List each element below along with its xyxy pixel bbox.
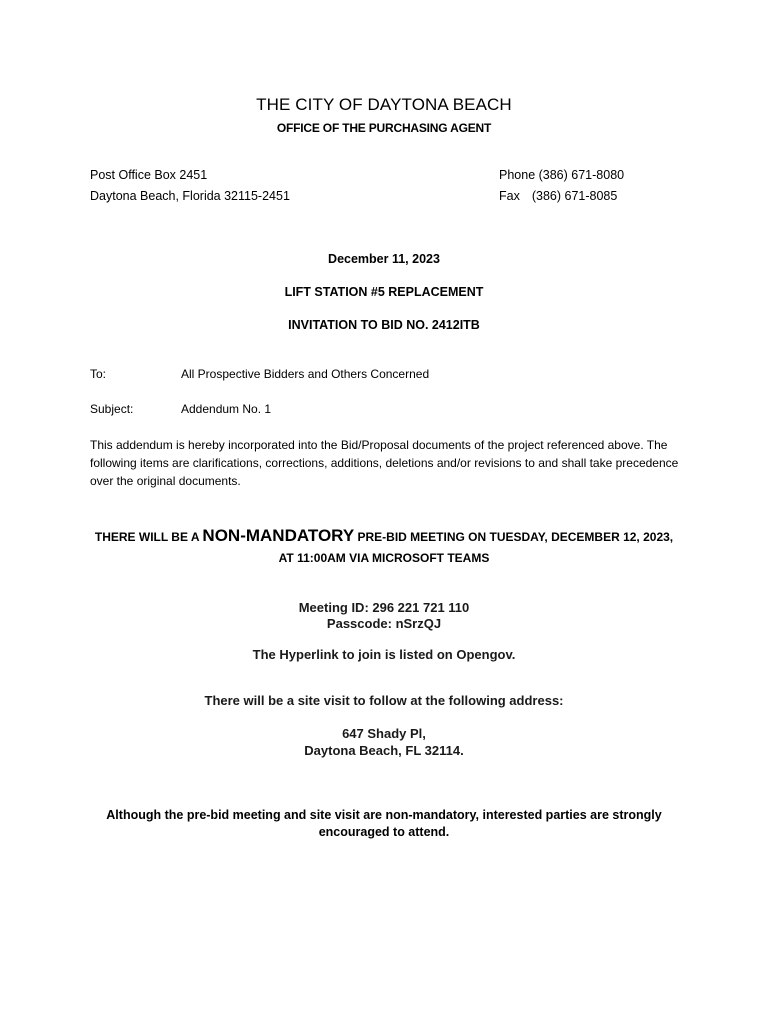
bid-number: INVITATION TO BID NO. 2412ITB: [288, 318, 480, 332]
address-line-1: Post Office Box 2451: [90, 168, 208, 182]
meeting-passcode: Passcode: nSrzQJ: [326, 616, 442, 631]
subject-label: Subject:: [90, 402, 134, 416]
fax-number: [499, 189, 617, 203]
document-date: December 11, 2023: [328, 252, 440, 266]
closing-paragraph: Although the pre-bid meeting and site visit are non-mandatory, interested parties are strongly encouraged to attend.: [106, 808, 662, 839]
intro-paragraph: This addendum is hereby incorporated into the Bid/Proposal documents of the project referenced above. The following items are clarifications, corrections, additions, deletions and/or revisions to and shall take precedence over the original documents.: [90, 438, 679, 488]
to-label: To:: [90, 367, 107, 381]
org-title: THE CITY OF DAYTONA BEACH: [256, 95, 512, 114]
fax-label: Fax: [499, 189, 520, 203]
site-street: 647 Shady Pl,: [342, 726, 426, 741]
meeting-id: Meeting ID: 296 221 721 110: [298, 600, 470, 615]
office-subtitle: OFFICE OF THE PURCHASING AGENT: [276, 121, 492, 135]
meeting-announcement-line-1: [0, 526, 768, 546]
hyperlink-note: The Hyperlink to join is listed on Opengov.: [252, 647, 516, 662]
meeting-announcement-line-2: AT 11:00AM VIA MICROSOFT TEAMS: [278, 551, 490, 565]
address-line-2: Daytona Beach, Florida 32115-2451: [90, 189, 290, 203]
subject-value: Addendum No. 1: [181, 402, 272, 416]
site-city: Daytona Beach, FL 32114.: [304, 743, 464, 758]
to-value: All Prospective Bidders and Others Concerned: [181, 367, 430, 381]
non-mandatory-emphasis: NON-MANDATORY: [202, 526, 355, 545]
fax-value: (386) 671-8085: [531, 189, 618, 203]
phone-number: Phone (386) 671-8080: [499, 168, 625, 182]
meeting-prefix: THERE WILL BE A: [94, 530, 203, 544]
site-visit-intro: There will be a site visit to follow at the following address:: [204, 693, 564, 708]
project-title: LIFT STATION #5 REPLACEMENT: [284, 285, 484, 299]
meeting-suffix: PRE-BID MEETING ON TUESDAY, DECEMBER 12, 2023,: [354, 530, 674, 544]
